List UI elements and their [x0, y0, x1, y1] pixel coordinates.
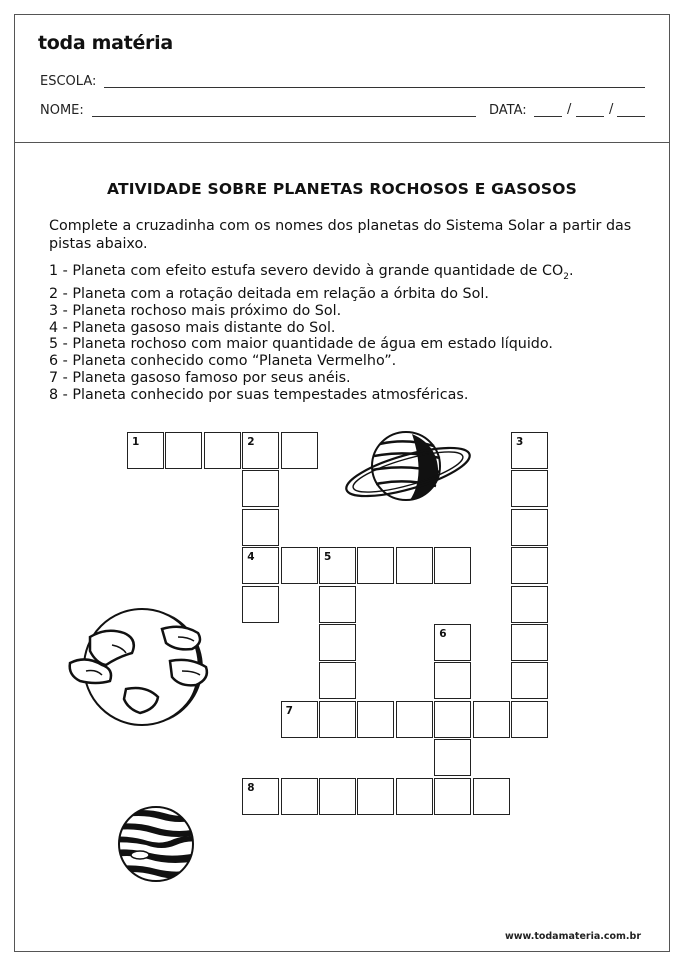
clue-item: 2 - Planeta com a rotação deitada em relação a órbita do Sol.	[49, 285, 489, 302]
crossword-cell[interactable]	[357, 547, 394, 584]
clue-item: 7 - Planeta gasoso famoso por seus anéis.	[49, 370, 351, 387]
crossword-cell[interactable]	[319, 624, 356, 661]
activity-title: ATIVIDADE SOBRE PLANETAS ROCHOSOS E GASOSOS	[106, 180, 578, 198]
crossword-cell[interactable]	[242, 509, 279, 546]
school-label: ESCOLA:	[40, 74, 97, 89]
crossword-cell[interactable]	[281, 778, 318, 815]
crossword-cell[interactable]	[434, 701, 471, 738]
crossword-cell[interactable]	[242, 547, 279, 584]
crossword-cell[interactable]	[396, 778, 433, 815]
website-url: www.todamateria.com.br	[504, 931, 641, 942]
crossword-cell[interactable]	[242, 586, 279, 623]
crossword-cell[interactable]	[473, 701, 510, 738]
clue-number: 7	[285, 704, 293, 717]
crossword-cell[interactable]	[434, 662, 471, 699]
date-year-field[interactable]	[617, 116, 645, 117]
crossword-cell[interactable]	[396, 547, 433, 584]
crossword-cell[interactable]	[281, 547, 318, 584]
crossword-cell[interactable]	[242, 470, 279, 507]
crossword-cell[interactable]	[281, 701, 318, 738]
header-divider	[14, 142, 670, 143]
school-field[interactable]	[104, 87, 645, 88]
crossword-cell[interactable]	[511, 662, 548, 699]
crossword-cell[interactable]	[511, 470, 548, 507]
clue-number: 3	[516, 436, 524, 448]
clue-item: 6 - Planeta conhecido como “Planeta Vermelho”.	[49, 353, 397, 370]
crossword-cell[interactable]	[511, 624, 548, 661]
crossword-cell[interactable]	[319, 778, 356, 815]
date-separator: /	[567, 102, 572, 117]
crossword-cell[interactable]	[319, 586, 356, 623]
crossword-cell[interactable]	[511, 586, 548, 623]
clue-number: 1	[132, 436, 140, 448]
brand-logo: toda matéria	[38, 32, 173, 54]
crossword-cell[interactable]	[357, 778, 394, 815]
crossword-cell[interactable]	[434, 624, 471, 661]
date-month-field[interactable]	[576, 116, 604, 117]
clue-number: 6	[439, 628, 447, 640]
crossword-cell[interactable]	[396, 701, 433, 738]
crossword-cell[interactable]	[281, 432, 318, 469]
crossword-cell[interactable]	[319, 547, 356, 584]
crossword-cell[interactable]	[357, 701, 394, 738]
name-field[interactable]	[92, 116, 476, 117]
ringed-planet-icon	[340, 426, 476, 514]
crossword-cell[interactable]	[511, 509, 548, 546]
clue-item: 8 - Planeta conhecido por suas tempestades atmosféricas.	[49, 387, 469, 404]
clue-number: 2	[247, 436, 255, 448]
clue-item: 1 - Planeta com efeito estufa severo devido à grande quantidade de $CO_2$.	[49, 263, 574, 282]
crossword-cell[interactable]	[511, 701, 548, 738]
crossword-cell[interactable]	[319, 701, 356, 738]
crossword-cell[interactable]	[434, 739, 471, 776]
earth-icon	[66, 605, 214, 733]
crossword-cell[interactable]	[242, 432, 279, 469]
clue-item: 5 - Planeta rochoso com maior quantidade de água em estado líquido.	[49, 336, 553, 353]
clue-number: 8	[247, 781, 255, 794]
crossword-cell[interactable]	[127, 432, 164, 469]
crossword-cell[interactable]	[434, 778, 471, 815]
clue-number: 4	[247, 551, 255, 564]
crossword-cell[interactable]	[473, 778, 510, 815]
clue-number: 5	[324, 551, 332, 564]
crossword-cell[interactable]	[511, 432, 548, 469]
date-day-field[interactable]	[534, 116, 562, 117]
crossword-cell[interactable]	[511, 547, 548, 584]
crossword-cell[interactable]	[204, 432, 241, 469]
crossword-cell[interactable]	[165, 432, 202, 469]
date-label: DATA:	[489, 103, 527, 118]
date-separator: /	[609, 102, 614, 117]
crossword-cell[interactable]	[434, 547, 471, 584]
clue-list	[49, 263, 659, 404]
clue-item: 3 - Planeta rochoso mais próximo do Sol.	[49, 302, 342, 319]
name-label: NOME:	[40, 103, 84, 118]
banded-planet-icon	[104, 805, 208, 883]
clue-item: 4 - Planeta gasoso mais distante do Sol.	[49, 319, 336, 336]
crossword-cell[interactable]	[242, 778, 279, 815]
crossword-cell[interactable]	[319, 662, 356, 699]
instructions: Complete a cruzadinha com os nomes dos planetas do Sistema Solar a partir das pistas abaixo.	[49, 218, 632, 252]
